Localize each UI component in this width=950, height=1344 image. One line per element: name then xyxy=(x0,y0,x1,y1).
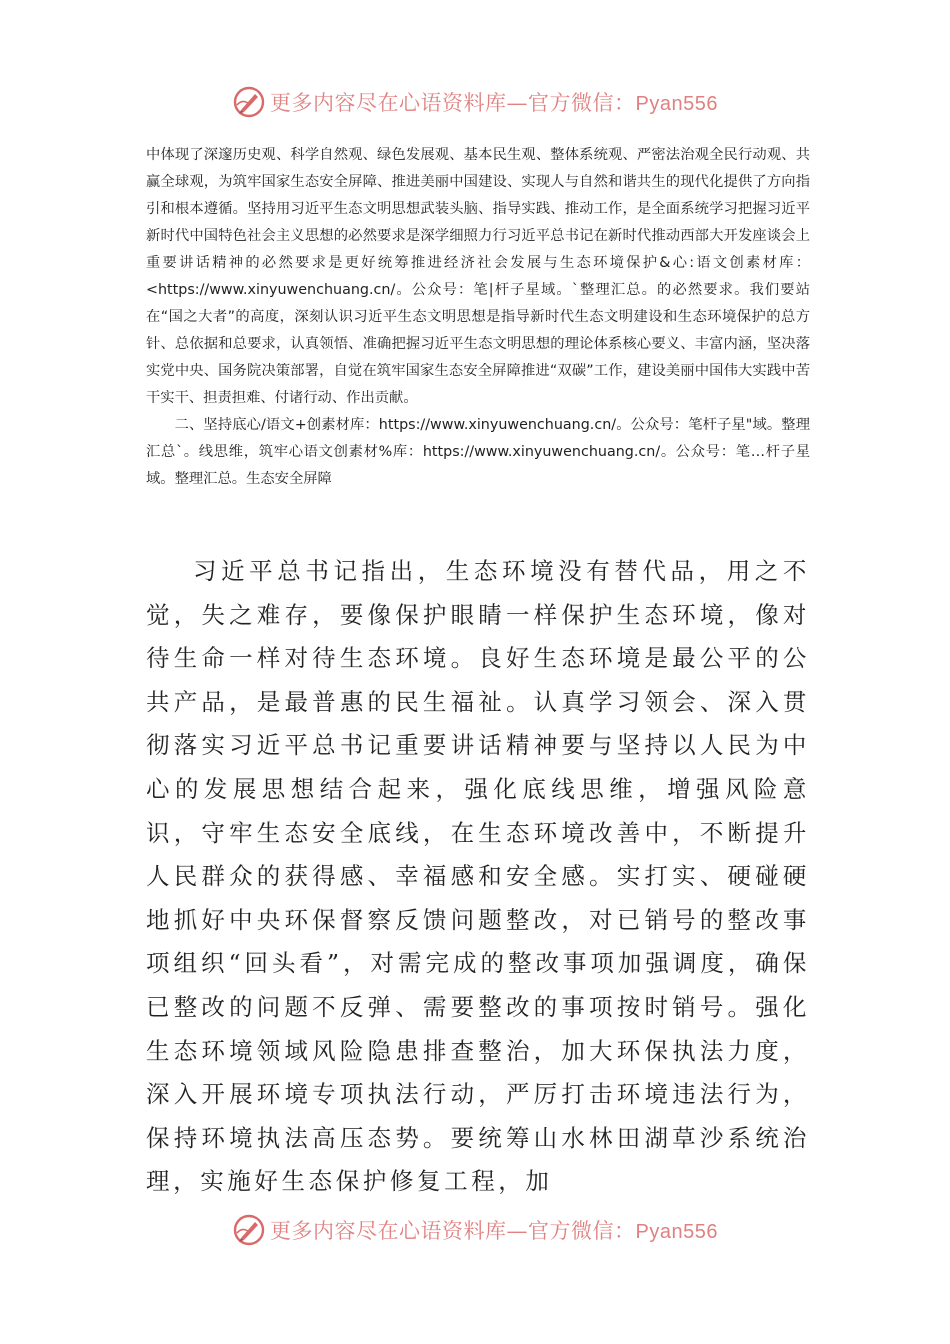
paragraph-1: 中体现了深邃历史观、科学自然观、绿色发展观、基本民生观、整体系统观、严密法治观全民行动观、共赢全球观，为筑牢国家生态安全屏障、推进美丽中国建设、实现人与自然和谐共生的现代化提供了方向指引和根本遵循。坚持用习近平生态文明思想武装头脑、指导实践、推动工作，是全面系统学习把握习近平新时代中国特色社会主义思想的必然要求是深学细照力行习近平总书记在新时代推动西部大开发座谈会上重要讲话精神的必然要求是更好统筹推进经济社会发展与生态环境保护&心:语文创素材库：<https://www.xinyuwenchuang.cn/。公众号：笔|杆子星域。`整理汇总。的必然要求。我们要站在“国之大者”的高度，深刻认识习近平生态文明思想是指导新时代生态文明建设和生态环境保护的总方针、总依据和总要求，认真领悟、准确把握习近平生态文明思想的理论体系核心要义、丰富内涵，坚决落实党中央、国务院决策部署，自觉在筑牢国家生态安全屏障推进“双碳”工作，建设美丽中国伟大实践中苦干实干、担责担难、付诸行动、作出贡献。 xyxy=(146,147,810,406)
pen-logo-icon xyxy=(232,85,266,119)
pen-logo-icon xyxy=(232,1213,266,1247)
banner-text: 更多内容尽在心语资料库—官方微信：Pyan556 xyxy=(270,91,718,115)
paragraph-2: 二、坚持底心/语文+创素材库：https://www.xinyuwenchuang.cn/。公众号：笔杆子星"域。整理汇总`。线思维，筑牢心语文创素材%库：https://www.xinyuwenchuang.cn/。公众号：笔…杆子星域。整理汇总。生态安全屏障 xyxy=(146,417,810,487)
paragraph-3: 习近平总书记指出，生态环境没有替代品，用之不觉，失之难存，要像保护眼睛一样保护生态环境，像对待生命一样对待生态环境。良好生态环境是最公平的公共产品，是最普惠的民生福祉。认真学习领会、深入贯彻落实习近平总书记重要讲话精神要与坚持以人民为中心的发展思想结合起来，强化底线思维，增强风险意识，守牢生态安全底线，在生态环境改善中，不断提升人民群众的获得感、幸福感和安全感。实打实、硬碰硬地抓好中央环保督察反馈问题整改，对已销号的整改事项组织“回头看”，对需完成的整改事项加强调度，确保已整改的问题不反弹、需要整改的事项按时销号。强化生态环境领域风险隐患排查整治，加大环保执法力度，深入开展环境专项执法行动，严厉打击环境违法行为，保持环境执法高压态势。要统筹山水林田湖草沙系统治理，实施好生态保护修复工程，加 xyxy=(146,557,810,1196)
banner-text: 更多内容尽在心语资料库—官方微信：Pyan556 xyxy=(270,1219,718,1243)
large-text-section xyxy=(146,550,810,1204)
footer-banner xyxy=(0,1210,950,1250)
header-banner xyxy=(0,82,950,122)
wechat-id: Pyan556 xyxy=(635,1221,718,1243)
small-text-section xyxy=(146,142,810,493)
wechat-id: Pyan556 xyxy=(635,93,718,115)
